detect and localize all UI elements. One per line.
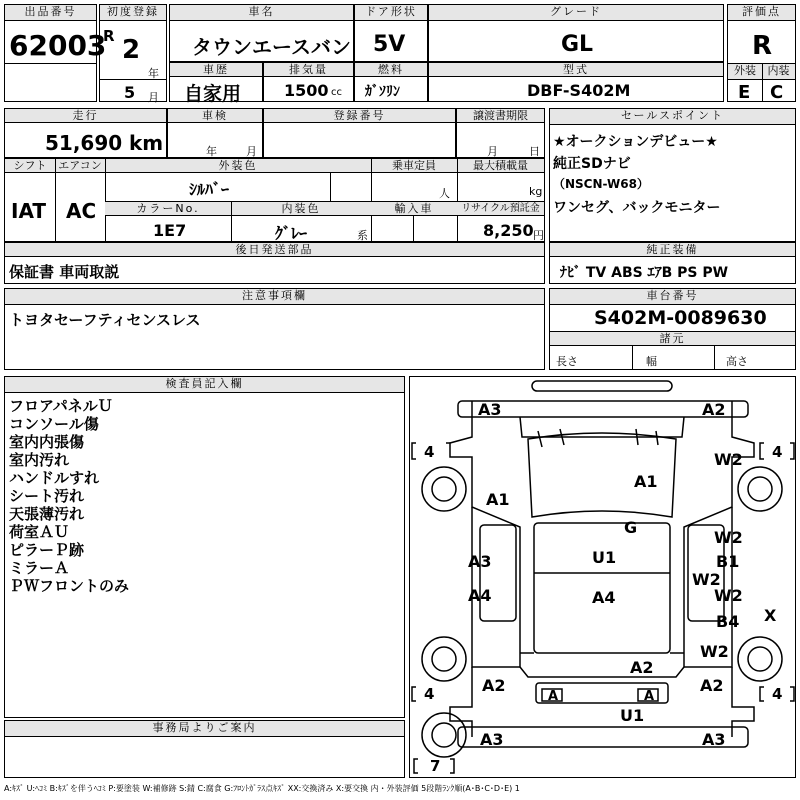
equipment-box: [549, 242, 796, 284]
inspector-box: [4, 376, 405, 718]
chassis-box: [549, 288, 796, 370]
fuel-box: [354, 62, 428, 102]
sales-point-box: [549, 108, 796, 242]
mark-left-rear-door: A4: [468, 586, 492, 605]
mark-front-right-corner: A2: [702, 400, 726, 419]
history-label: 車歴: [170, 63, 262, 77]
notes-box: [4, 288, 545, 370]
equip-label: 純正装備: [550, 243, 795, 257]
fuel: ｶﾞｿﾘﾝ: [365, 84, 400, 100]
mark-roof-front: U1: [592, 548, 617, 567]
inspector-line: ＰＷフロントのみ: [9, 577, 130, 595]
lot-label: 出品番号: [5, 5, 96, 21]
mileage-unit: km: [129, 131, 164, 155]
mark-hood: A1: [634, 472, 658, 491]
transfer-day-unit: 日: [529, 145, 540, 158]
inspector-line: 室内汚れ: [9, 451, 70, 469]
door-label: ドア形状: [355, 5, 427, 21]
sales-line: ワンセグ、バックモニター: [553, 200, 721, 216]
mark-left-rear-quarter: A2: [482, 676, 506, 695]
color-label: 外装色: [105, 159, 371, 173]
office-label: 事務局よりご案内: [5, 721, 404, 737]
notes-label: 注意事項欄: [5, 289, 544, 305]
reg-label: 初度登録: [100, 5, 166, 21]
inspector-line: フロアパネルＵ: [9, 397, 113, 415]
later-parts-box: [4, 242, 545, 284]
model-box: [428, 62, 724, 102]
tire-rear-right: 4: [772, 685, 783, 703]
tire-front-right: 4: [772, 443, 783, 461]
mark-rear-panel: U1: [620, 706, 645, 725]
lot-number: 62003: [9, 29, 107, 62]
inspector-label: 検査員記入欄: [5, 377, 404, 393]
sales-line: （NSCN-W68）: [553, 177, 649, 191]
recycle-label: リサイクル預託金: [457, 202, 544, 216]
ext-score: E: [738, 82, 751, 103]
door-type: 5V: [373, 32, 406, 57]
inspection-label: 車検: [168, 109, 262, 123]
fuel-label: 燃料: [355, 63, 427, 77]
plate-label: 登録番号: [264, 109, 455, 123]
chassis-number: S402M-0089630: [594, 307, 767, 329]
inspector-line: 荷室ＡＵ: [9, 523, 70, 541]
shift: IAT: [11, 199, 47, 223]
mileage-box: [4, 108, 167, 158]
first-registration-box: [99, 4, 167, 102]
disp-label: 排気量: [264, 63, 353, 77]
plate-box: [263, 108, 456, 158]
sales-label: セールスポイント: [550, 109, 795, 125]
dims-label: 諸元: [550, 332, 795, 346]
load-label: 最大積載量: [457, 159, 544, 173]
legend: A:ｷｽﾞ U:ﾍｺﾐ B:ｷｽﾞを伴うﾍｺﾐ P:要塗装 W:補修跡 S:錆 C:腐食 G:ﾌﾛﾝﾄｶﾞﾗｽ点ｷｽﾞ XX:交換済み X:要交換 内・外装評価 5段階ﾗﾝｸ順(A･B･C･D･E) 1: [4, 784, 520, 793]
tire-rear-left: 4: [424, 685, 435, 703]
inspection-year-unit: 年: [206, 145, 217, 158]
mark-rear-left-lamp: A: [548, 689, 559, 704]
door-box: [354, 4, 428, 62]
color-number: 1E7: [153, 221, 187, 240]
lot-box: [4, 4, 107, 102]
history-box: [169, 62, 263, 105]
mileage-label: 走行: [5, 109, 166, 123]
exterior-color: ｼﾙﾊﾞｰ: [189, 180, 230, 199]
mark-right-front-door-1: W2: [714, 528, 743, 547]
height-label: 高さ: [726, 355, 748, 368]
interior-color: ｸﾞﾚｰ: [275, 224, 308, 243]
later-parts: 保証書 車両取説: [9, 263, 120, 281]
history: 自家用: [184, 83, 242, 105]
notes: トヨタセーフティセンスレス: [9, 311, 201, 329]
mark-right-fender: W2: [714, 450, 743, 469]
mark-right-rear-tire: X: [764, 606, 777, 625]
mark-front-left-corner: A3: [478, 400, 502, 419]
intcolor-label: 内装色: [231, 202, 371, 216]
transfer-month-unit: 月: [487, 145, 498, 158]
mark-right-front-door-2: B1: [716, 552, 740, 571]
score: R: [752, 31, 773, 61]
spec-box: [4, 158, 545, 242]
mark-windshield: G: [624, 518, 638, 537]
disp-unit: cc: [331, 87, 342, 98]
reg-era: R: [103, 27, 115, 45]
car-diagram: [410, 377, 795, 777]
model-label: 型式: [429, 63, 723, 77]
mileage: 51,690: [45, 131, 123, 155]
int-label: 内装: [762, 64, 795, 80]
reg-month-unit: 月: [148, 91, 159, 104]
displacement-box: [263, 62, 354, 102]
capacity-label: 乗車定員: [371, 159, 457, 173]
sales-line: ★オークションデビュー★: [553, 134, 718, 150]
int-score: C: [770, 82, 784, 103]
mark-rear-left-corner: A3: [480, 730, 504, 749]
car-name-box: [169, 4, 354, 62]
intcolor-unit: 系: [357, 229, 368, 242]
equipment: ﾅﾋﾞ TV ABS ｴｱB PS PW: [560, 265, 729, 281]
mark-roof-rear: A4: [592, 588, 616, 607]
shift-label: シフト: [5, 159, 55, 173]
inspector-line: ピラーＰ跡: [9, 541, 85, 559]
later-label: 後日発送部品: [5, 243, 544, 257]
reg-month: 5: [124, 83, 136, 102]
length-label: 長さ: [556, 355, 578, 368]
mark-left-front-door: A3: [468, 552, 492, 571]
capacity-unit: 人: [439, 187, 450, 200]
inspection-box: [167, 108, 263, 158]
mark-right-pillar: W2: [692, 570, 721, 589]
ac-label: エアコン: [55, 159, 105, 173]
score-box: [727, 4, 796, 102]
load-unit: kg: [529, 185, 543, 198]
mark-left-fender: A1: [486, 490, 510, 509]
inspector-line: 室内内張傷: [9, 433, 85, 451]
transfer-label: 譲渡書期限: [457, 109, 544, 123]
inspector-line: コンソール傷: [9, 415, 99, 433]
recycle-fee: 8,250: [483, 221, 534, 240]
width-label: 幅: [646, 355, 657, 368]
office-box: [4, 720, 405, 778]
mark-right-sill: W2: [700, 642, 729, 661]
transfer-box: [456, 108, 545, 158]
sales-line: 純正SDナビ: [553, 156, 631, 172]
car-name: タウンエースバン: [192, 35, 351, 59]
tire-spare: 7: [430, 757, 441, 775]
car-name-label: 車名: [170, 5, 353, 21]
inspector-line: ハンドルすれ: [9, 469, 100, 487]
mark-right-rear-door-2: B4: [716, 612, 740, 631]
inspector-line: 天張薄汚れ: [9, 505, 85, 523]
mark-right-rear-quarter: A2: [700, 676, 724, 695]
colorno-label: カラーNo.: [105, 202, 231, 216]
grade-box: [428, 4, 724, 62]
reg-year: 2: [122, 35, 141, 65]
mark-right-rear-door-1: W2: [714, 586, 743, 605]
ext-label: 外装: [728, 64, 762, 80]
car-diagram-box: [409, 376, 796, 778]
mark-rear-right-lamp: A: [644, 689, 655, 704]
inspector-line: シート汚れ: [9, 487, 85, 505]
displacement: 1500: [284, 81, 329, 100]
inspector-line: ミラーＡ: [9, 559, 70, 577]
recycle-unit: 円: [533, 229, 544, 242]
mark-rear-gate: A2: [630, 658, 654, 677]
aircon: AC: [66, 199, 97, 223]
inspection-month-unit: 月: [246, 145, 257, 158]
grade-label: グレード: [429, 5, 723, 21]
tire-front-left: 4: [424, 443, 435, 461]
import-label: 輸入車: [371, 202, 457, 216]
grade: GL: [561, 32, 594, 57]
model-code: DBF-S402M: [527, 81, 631, 100]
reg-year-unit: 年: [148, 67, 159, 80]
score-label: 評価点: [728, 5, 795, 21]
mark-rear-right-corner: A3: [702, 730, 726, 749]
chassis-label: 車台番号: [550, 289, 795, 305]
